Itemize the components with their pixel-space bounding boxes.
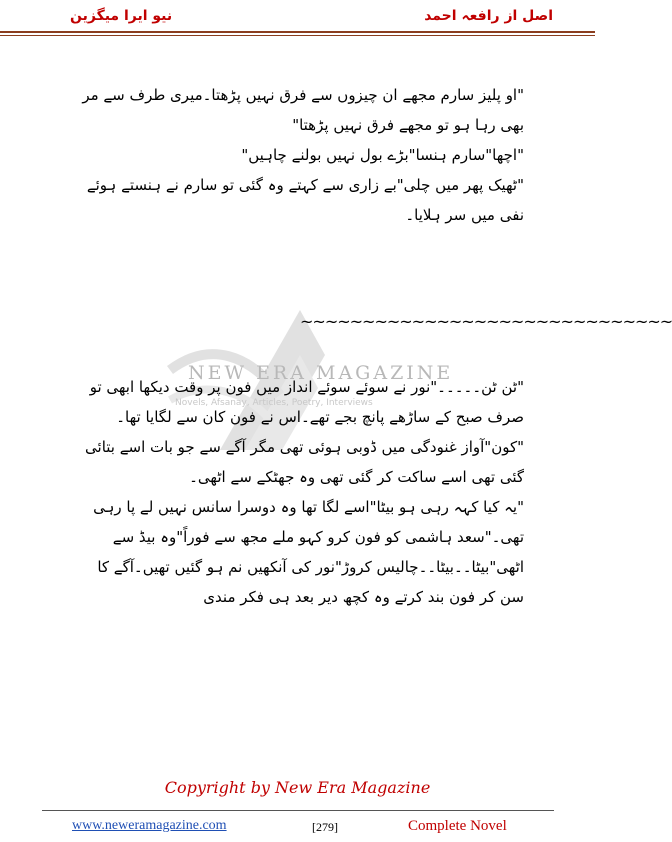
header-rule-thin [0,35,595,36]
story-section-2 [72,372,524,612]
header-rule [0,31,595,33]
paragraph: "ٹن ٹن۔۔۔۔۔"نور نے سوئے سوئے انداز میں فون پر وقت دیکھا ابھی تو صرف صبح کے ساڑھے پانچ بجے تھے۔اس نے فون کان سے لگایا تھا۔ [89,378,524,426]
watermark-text: NEW ERA MAGAZINE [188,362,454,384]
header-author: اصل از رافعہ احمد [424,8,553,24]
page-number: [279] [312,820,338,834]
paragraph: "اچھا"سارم ہنسا"بڑے بول نہیں بولنے چاہیں" [241,146,524,164]
footer-label: Complete Novel [408,818,507,834]
paragraph: "کون"آواز غنودگی میں ڈوبی ہوئی تھی مگر آگے سے جو بات اسے بتائی گئی تھی اسے ساکت کر گئی تھی وہ جھٹکے سے اٹھی۔ [85,438,524,486]
paragraph: "او پلیز سارم مجھے ان چیزوں سے فرق نہیں پڑھتا۔میری طرف سے مر بھی رہا ہو تو مجھے فرق نہیں پڑھتا" [82,86,524,134]
website-link[interactable]: www.neweramagazine.com [72,818,227,833]
header-magazine: نیو ایرا میگزین [70,8,173,24]
copyright-notice: Copyright by New Era Magazine [164,778,431,797]
watermark-subtext: Novels, Afsanay, Articles, Poetry, Interviews [175,398,373,408]
footer-rule [42,810,554,811]
story-section-1 [72,80,524,230]
paragraph: "یہ کیا کہہ رہی ہو بیٹا"اسے لگا تھا وہ دوسرا سانس نہیں لے پا رہی تھی۔"سعد ہاشمی کو فون کرو کہو ملے مجھ سے فوراً"وہ بیڈ سے اٹھی"بیٹا۔۔بیٹا۔۔چالیس کروڑ"نور کی آنکھیں نم ہو گئیں تھیں۔آگے کا سن کر فون بند کرتے وہ کچھ دیر بعد ہی فکر مندی [93,498,524,606]
paragraph: "ٹھیک پھر میں چلی"بے زاری سے کہتے وہ گئی تو سارم نے ہنستے ہوئے نفی میں سر ہلایا۔ [86,176,524,224]
section-separator: ~~~~~~~~~~~~~~~~~~~~~~~~~~~~~~ [300,312,672,331]
